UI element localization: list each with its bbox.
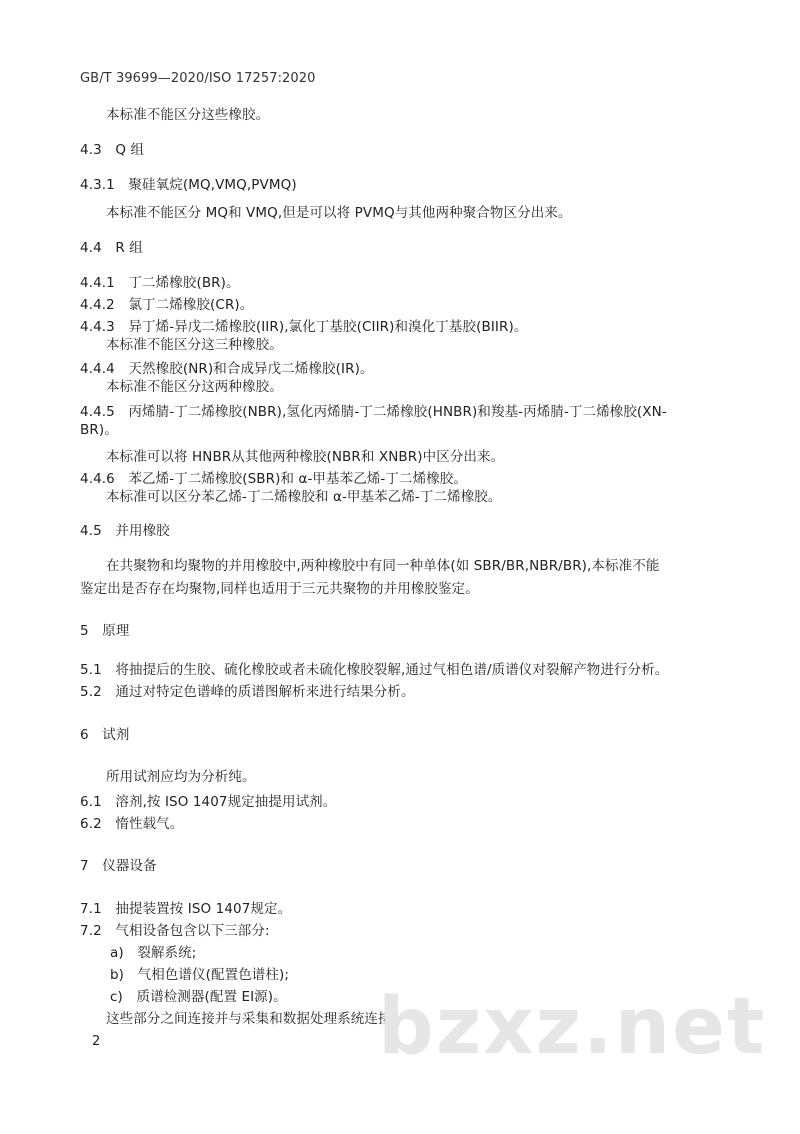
paragraph: 这些部分之间连接并与采集和数据处理系统连接。 (106, 1011, 406, 1027)
clause: 6.1 溶剂,按 ISO 1407规定抽提用试剂。 (80, 794, 337, 810)
clause: 6.2 惰性载气。 (80, 816, 184, 832)
paragraph-continuation: 鉴定出是否存在均聚物,同样也适用于三元共聚物的并用橡胶鉴定。 (80, 581, 479, 597)
list-item: c) 质谱检测器(配置 EI源)。 (110, 989, 287, 1005)
clause: 7.1 抽提装置按 ISO 1407规定。 (80, 901, 292, 917)
clause: 5.2 通过对特定色谱峰的质谱图解析来进行结果分析。 (80, 684, 415, 700)
clause-continuation: BR)。 (80, 422, 118, 438)
paragraph: 本标准不能区分 MQ和 VMQ,但是可以将 PVMQ与其他两种聚合物区分出来。 (106, 205, 572, 221)
section-heading: 6 试剂 (80, 727, 130, 743)
clause: 4.3.1 聚硅氧烷(MQ,VMQ,PVMQ) (80, 177, 297, 193)
paragraph: 本标准可以将 HNBR从其他两种橡胶(NBR和 XNBR)中区分出来。 (106, 449, 505, 465)
paragraph: 本标准不能区分这两种橡胶。 (106, 379, 283, 395)
clause: 4.4.4 天然橡胶(NR)和合成异戊二烯橡胶(IR)。 (80, 361, 374, 377)
section-heading: 4.3 Q 组 (80, 142, 145, 158)
clause: 4.4.1 丁二烯橡胶(BR)。 (80, 275, 240, 291)
paragraph: 本标准可以区分苯乙烯-丁二烯橡胶和 α-甲基苯乙烯-丁二烯橡胶。 (106, 489, 502, 505)
paragraph: 在共聚物和均聚物的并用橡胶中,两种橡胶中有同一种单体(如 SBR/BR,NBR/BR),本标准不能 (106, 558, 660, 574)
clause: 4.4.5 丙烯腈-丁二烯橡胶(NBR),氢化丙烯腈-丁二烯橡胶(HNBR)和羧基-丙烯腈-丁二烯橡胶(XN- (80, 404, 667, 420)
list-item: b) 气相色谱仪(配置色谱柱); (110, 967, 290, 983)
clause: 7.2 气相设备包含以下三部分: (80, 923, 270, 939)
paragraph: 本标准不能区分这些橡胶。 (106, 107, 270, 123)
clause: 4.4.3 异丁烯-异戊二烯橡胶(IIR),氯化丁基胶(CIIR)和溴化丁基胶(BIIR)。 (80, 319, 528, 335)
clause: 5.1 将抽提后的生胶、硫化橡胶或者未硫化橡胶裂解,通过气相色谱/质谱仪对裂解产物进行分析。 (80, 662, 669, 678)
section-heading: 4.4 R 组 (80, 240, 143, 256)
paragraph: 本标准不能区分这三种橡胶。 (106, 337, 283, 353)
page-number: 2 (92, 1034, 101, 1049)
clause: 4.4.2 氯丁二烯橡胶(CR)。 (80, 297, 254, 313)
section-heading: 7 仪器设备 (80, 858, 157, 874)
paragraph: 所用试剂应均为分析纯。 (106, 769, 256, 785)
section-heading: 4.5 并用橡胶 (80, 523, 170, 539)
section-heading: 5 原理 (80, 623, 130, 639)
document-header: GB/T 39699—2020/ISO 17257:2020 (80, 71, 316, 86)
list-item: a) 裂解系统; (110, 945, 197, 961)
clause: 4.4.6 苯乙烯-丁二烯橡胶(SBR)和 α-甲基苯乙烯-丁二烯橡胶。 (80, 471, 467, 487)
watermark: bzxz.net (378, 982, 767, 1072)
